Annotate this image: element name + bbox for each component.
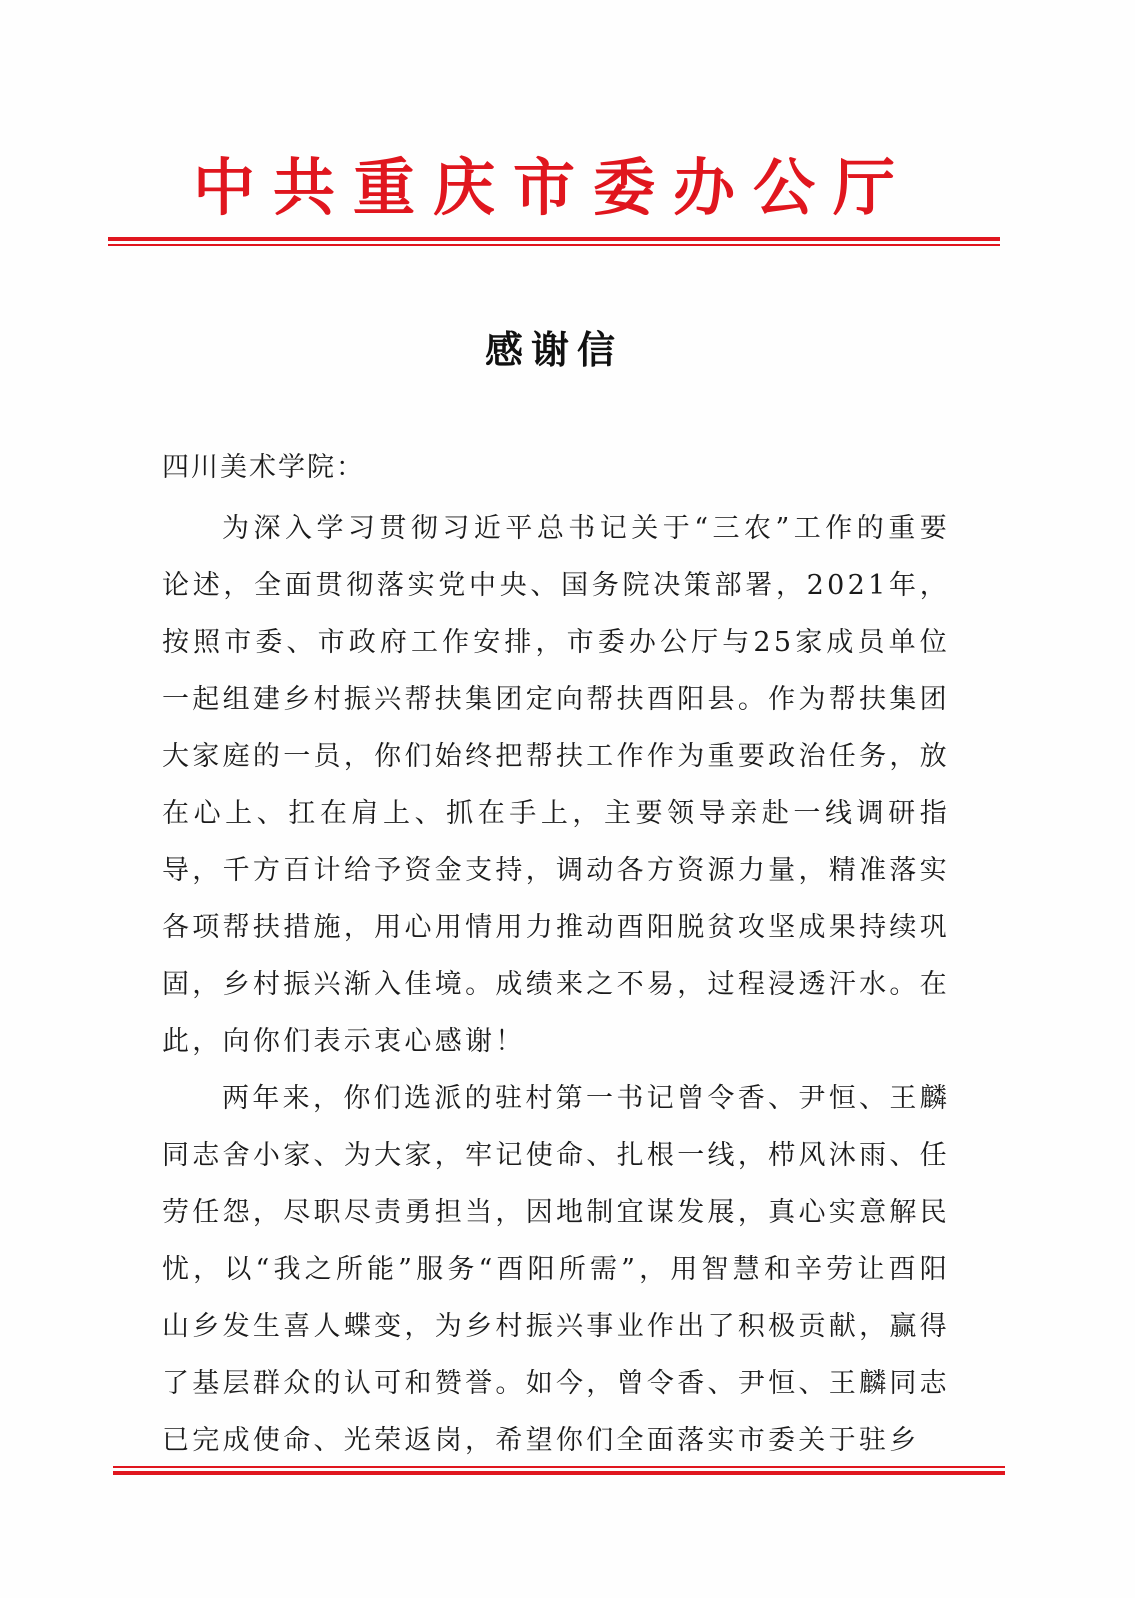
letterhead-rule-top xyxy=(108,237,1000,246)
body-paragraph-2: 两年来，你们选派的驻村第一书记曾令香、尹恒、王麟同志舍小家、为大家，牢记使命、扎根一线，栉风沐雨、任劳任怨，尽职尽责勇担当，因地制宜谋发展，真心实意解民忧，以“我之所能”服务“酉阳所需”，用智慧和辛劳让酉阳山乡发生喜人蝶变，为乡村振兴事业作出了积极贡献，赢得了基层群众的认可和赞誉。如今，曾令香、尹恒、王麟同志已完成使命、光荣返岗，希望你们全面落实市委关于驻乡 xyxy=(162,1083,950,1456)
salutation: 四川美术学院： xyxy=(162,452,365,483)
document-title: 感谢信 xyxy=(484,328,623,372)
letterhead-title: 中共重庆市委办公厅 xyxy=(192,151,913,224)
letter-body xyxy=(162,500,950,1469)
body-paragraph-1: 为深入学习贯彻习近平总书记关于“三农”工作的重要论述，全面贯彻落实党中央、国务院决策部署，2021年，按照市委、市政府工作安排，市委办公厅与25家成员单位一起组建乡村振兴帮扶集团定向帮扶酉阳县。作为帮扶集团大家庭的一员，你们始终把帮扶工作作为重要政治任务，放在心上、扛在肩上、抓在手上，主要领导亲赴一线调研指导，千方百计给予资金支持，调动各方资源力量，精准落实各项帮扶措施，用心用情用力推动酉阳脱贫攻坚成果持续巩固，乡村振兴渐入佳境。成绩来之不易，过程浸透汗水。在此，向你们表示衷心感谢！ xyxy=(162,513,950,1057)
footer-rule xyxy=(113,1466,1005,1475)
